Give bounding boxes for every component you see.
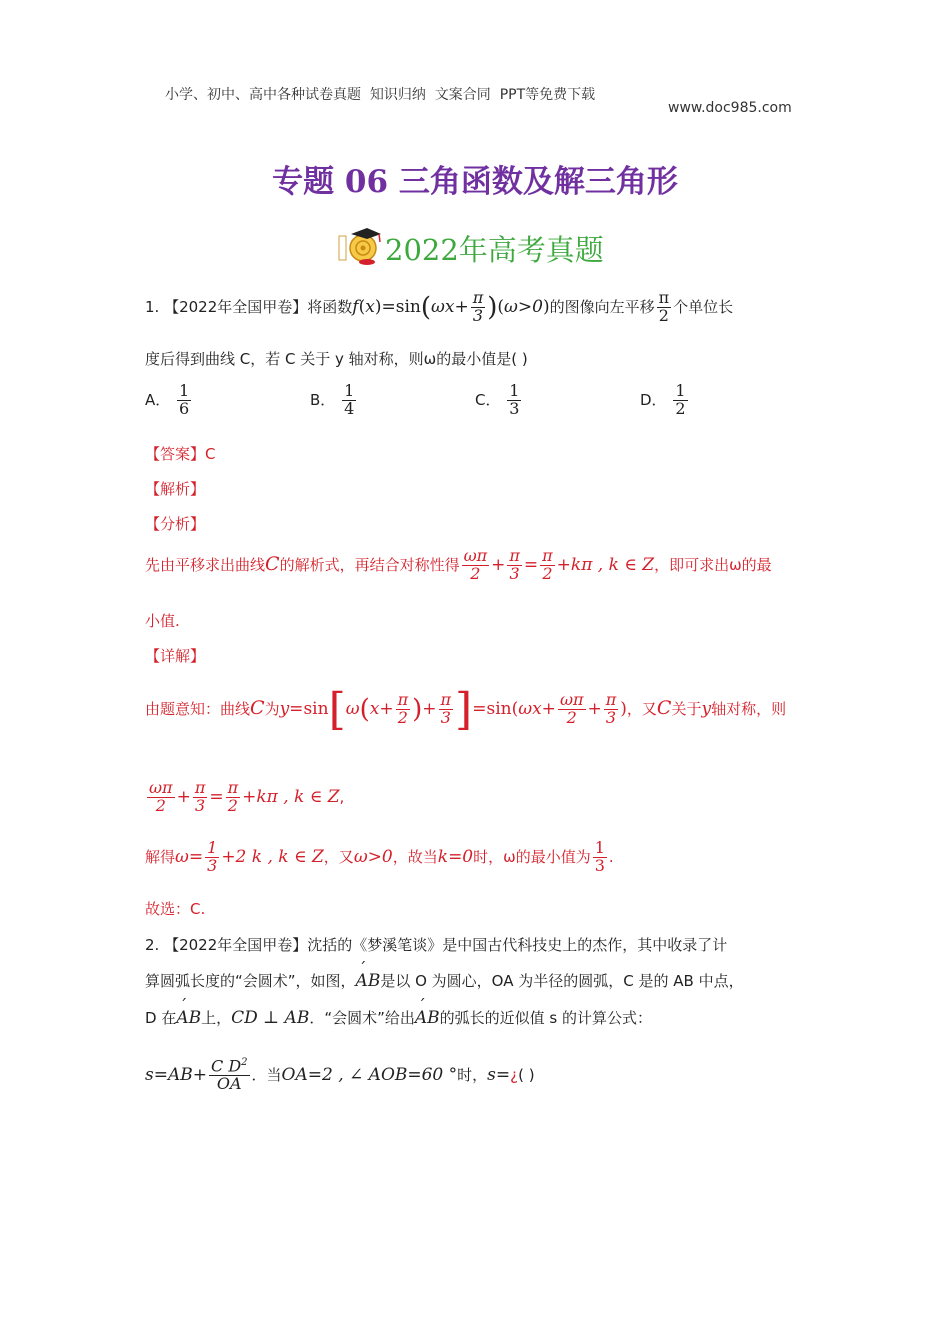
q1-source: 【2022年全国甲卷】 (164, 297, 308, 316)
subtitle: 2022年高考真题 (385, 233, 604, 267)
header-website[interactable]: www.doc985.com (668, 100, 792, 116)
header-left-text: 小学、初中、高中各种试卷真题 知识归纳 文案合同 PPT等免费下载 (165, 87, 596, 103)
option-label: D． (640, 390, 667, 409)
q1-detail-line2: $\frac{\omega\pi}{2}$ + $\frac{\pi}{3}$ = $\frac{\pi}{2}$ +kπ , k ∈ Z, (149, 778, 345, 815)
q1-line1 (145, 290, 815, 325)
q2-line2: 算圆弧长度的“会圆术”，如图，´ AB是以 O 为圆心，OA 为半径的圆弧，C 是的 AB 中点， (145, 970, 815, 991)
page-title: 专题 06 三角函数及解三角形 (272, 164, 678, 200)
q1-fenxi-heading: 【分析】 (145, 515, 206, 533)
q1-option-a[interactable]: A． $\frac{1}{6}$ (145, 381, 190, 418)
q1-text-c: 个单位长 (673, 297, 734, 316)
q2-line4: s=AB+ $\frac{C D^2}{OA}$ ．当OA=2 , ∠ AOB=60 °时，s=¿( ) (145, 1056, 535, 1094)
q1-text-b: 的图像向左平移 (549, 297, 655, 316)
option-label: B． (310, 390, 336, 409)
q2-number: 2. (145, 936, 160, 954)
q2-line3: D 在´ AB上，CD ⊥ AB．“会圆术”给出´ AB的弧长的近似值 s 的计算公式： (145, 1007, 815, 1028)
option-label: C． (475, 390, 501, 409)
q1-answer: 【答案】C (145, 445, 216, 463)
q1-line2: 度后得到曲线 C，若 C 关于 y 轴对称，则ω的最小值是( ) (145, 350, 528, 368)
q1-text-a: 将函数 (307, 297, 353, 316)
q1-option-b[interactable]: B． $\frac{1}{4}$ (310, 381, 355, 418)
q1-option-c[interactable]: C． $\frac{1}{3}$ (475, 381, 520, 418)
frac-pi-3: $\frac{\pi}{3}$ (472, 288, 484, 325)
page-header (0, 68, 950, 116)
q1-detail-line3: 解得ω= $\frac{1}{3}$ +2 k , k ∈ Z，又ω>0，故当k=0时，ω的最小值为 $\frac{1}{3}$ . (145, 838, 614, 875)
q1-number: 1. (145, 297, 160, 316)
q1-xiangjie-heading: 【详解】 (145, 647, 206, 665)
mascot-logo-icon (337, 224, 383, 266)
q1-option-d[interactable]: D． $\frac{1}{2}$ (640, 381, 686, 418)
q1-fenxi-line2: 小值. (145, 612, 180, 630)
q1-jiexi-heading: 【解析】 (145, 480, 206, 498)
frac-pi-2: $\frac{\pi}{2}$ (658, 288, 670, 325)
q2-line1: 2. 【2022年全国甲卷】沈括的《梦溪笔谈》是中国古代科技史上的杰作，其中收录了计 (145, 936, 728, 954)
q1-conclusion: 故选：C. (145, 900, 206, 918)
q1-fenxi-line1: 先由平移求出曲线C的解析式，再结合对称性得 $\frac{\omega\pi}{2}$ + $\frac{\pi}{3}$ = $\frac{\pi}{2}$ +kπ , k ∈ Z，即可求出ω的最 (145, 546, 772, 583)
q1-function: f(x)=sin(ωx+ $\frac{\pi}{3}$ )(ω>0) (352, 288, 550, 325)
q1-detail-line1: 由题意知：曲线C为y=sin[ω(x+ $\frac{\pi}{2}$ )+ $\frac{\pi}{3}$ ]=sin(ωx+ $\frac{\omega\pi}{2}$ + $\frac{\pi}{3}$ )，又C关于y轴对称，则 (145, 684, 787, 735)
option-label: A． (145, 390, 171, 409)
q2-source: 【2022年全国甲卷】 (164, 936, 308, 954)
